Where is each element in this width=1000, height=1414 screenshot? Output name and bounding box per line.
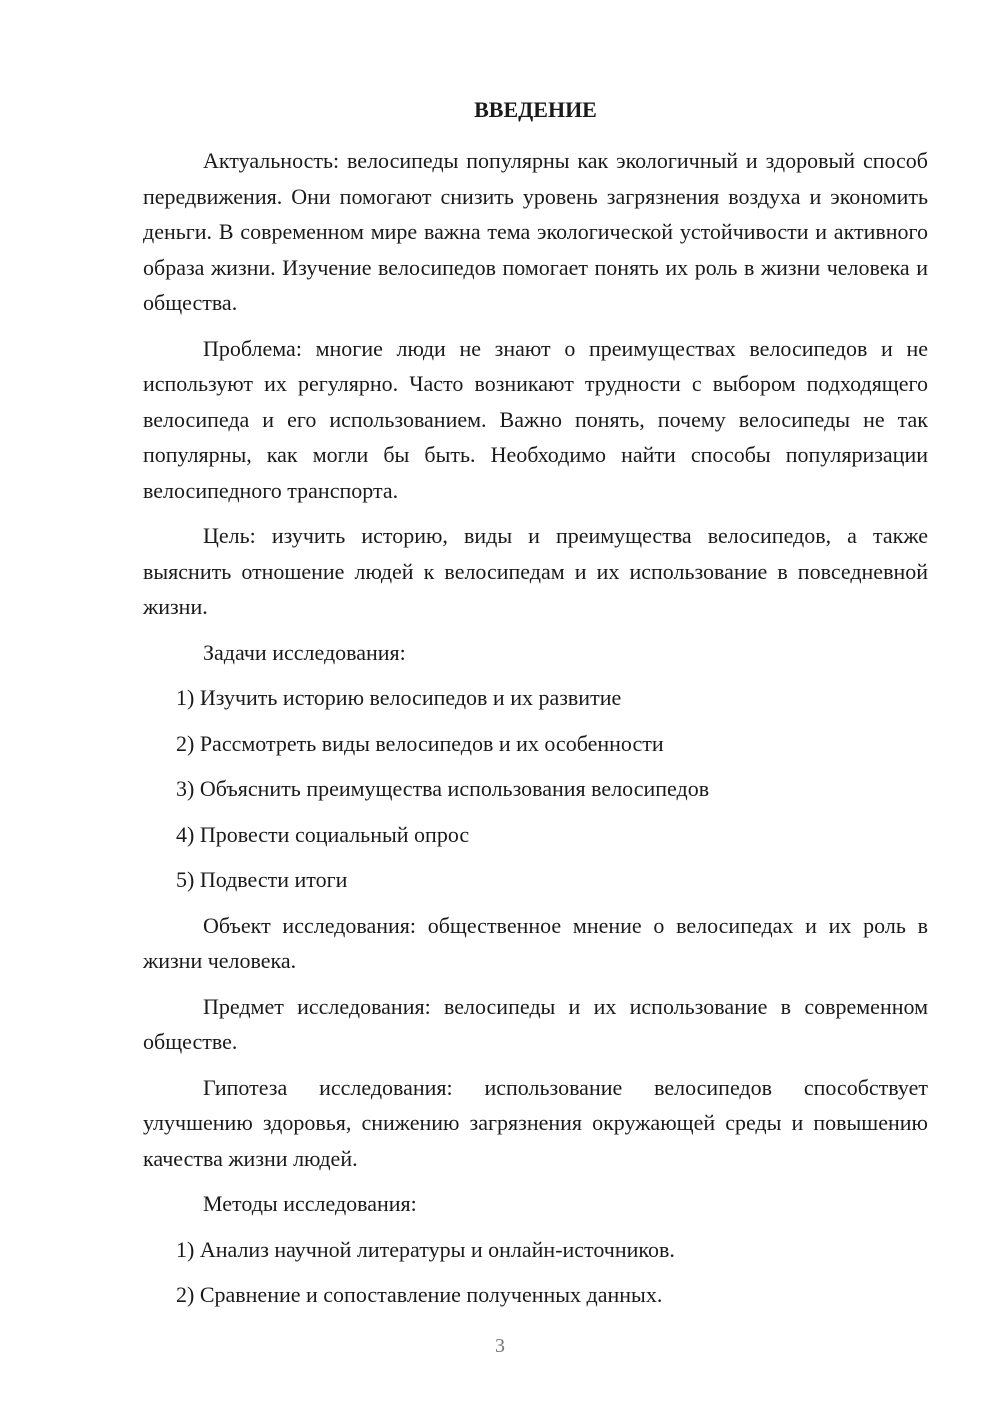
list-item: 3) Объяснить преимущества использования велосипедов — [176, 776, 710, 801]
goal-paragraph: Цель: изучить историю, виды и преимущества велосипедов, а также выяснить отношение людей к велосипедам и их использование в повседневной жизни. — [143, 523, 928, 619]
methods-list — [143, 1232, 928, 1313]
list-item: 2) Сравнение и сопоставление полученных данных. — [176, 1282, 663, 1307]
tasks-heading: Задачи исследования: — [203, 639, 406, 665]
hypothesis-paragraph: Гипотеза исследования: использование велосипедов способствует улучшению здоровья, снижению загрязнения окружающей среды и повышению качества жизни людей. — [143, 1074, 928, 1171]
document-page — [143, 95, 928, 1323]
subject-paragraph: Предмет исследования: велосипеды и их использование в современном обществе. — [143, 993, 928, 1054]
object-paragraph: Объект исследования: общественное мнение о велосипедах и их роль в жизни человека. — [143, 912, 928, 973]
list-item: 4) Провести социальный опрос — [176, 821, 470, 847]
relevance-paragraph: Актуальность: велосипеды популярны как экологичный и здоровый способ передвижения. Они помогают снизить уровень загрязнения воздуха и экономить деньги. В современном мире важна тема экологической устойчивости и активного образа жизни. Изучение велосипедов помогает понять их роль в жизни человека и общества. — [143, 148, 928, 315]
problem-paragraph: Проблема: многие люди не знают о преимуществах велосипедов и не используют их регулярно. Часто возникают трудности с выбором подходящего велосипеда и его использованием. Важно понять, почему велосипеды не так популярны, как могли бы быть. Необходимо найти способы популяризации велосипедного транспорта. — [143, 335, 928, 503]
list-item: 2) Рассмотреть виды велосипедов и их особенности — [176, 730, 664, 756]
list-item: 1) Анализ научной литературы и онлайн-источников. — [176, 1236, 675, 1262]
page-number: 3 — [495, 1335, 505, 1357]
methods-heading: Методы исследования: — [203, 1191, 417, 1216]
page-title: ВВЕДЕНИЕ — [474, 97, 597, 122]
list-item: 5) Подвести итоги — [176, 867, 348, 892]
list-item: 1) Изучить историю велосипедов и их развитие — [176, 685, 622, 710]
tasks-list — [143, 680, 928, 898]
